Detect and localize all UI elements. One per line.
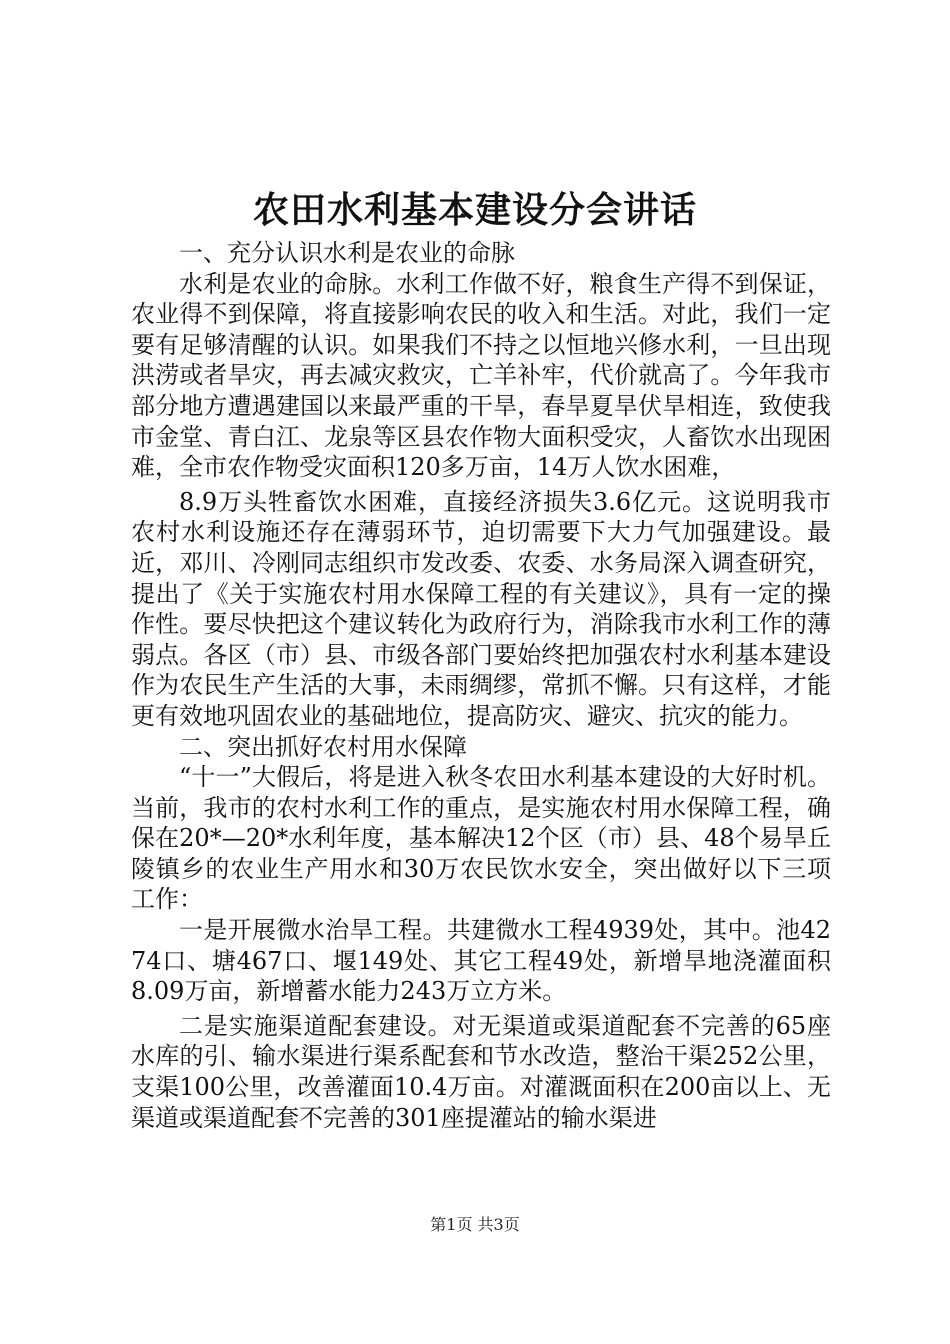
section-heading-2: 二、突出抓好农村用水保障 bbox=[179, 732, 467, 761]
paragraph: 水利是农业的命脉。水利工作做不好，粮食生产得不到保证，农业得不到保障，将直接影响农民的收入和生活。对此，我们一定要有足够清醒的认识。如果我们不持之以恒地兴修水利，一旦出现洪涝或者旱灾，再去减灾救灾，亡羊补牢，代价就高了。今年我市部分地方遭遇建国以来最严重的干旱，春旱夏旱伏旱相连，致使我市金堂、青白江、龙泉等区县农作物大面积受灾，人畜饮水出现困难，全市农作物受灾面积120多万亩，14万人饮水困难， bbox=[131, 269, 831, 482]
page-number: 第1页 共3页 bbox=[430, 1215, 520, 1234]
document-body bbox=[131, 238, 831, 1133]
paragraph: “十一”大假后，将是进入秋冬农田水利基本建设的大好时机。当前，我市的农村水利工作的重点，是实施农村用水保障工程，确保在20*—20*水利年度，基本解决12个区（市）县、48个易旱丘陵镇乡的农业生产用水和30万农民饮水安全，突出做好以下三项工作： bbox=[131, 763, 831, 914]
document-title: 农田水利基本建设分会讲话 bbox=[252, 189, 697, 231]
paragraph: 一是开展微水治旱工程。共建微水工程4939处，其中。池4274口、塘467口、堰149处、其它工程49处，新增旱地浇灌面积8.09万亩，新增蓄水能力243万立方米。 bbox=[131, 916, 831, 1006]
section-heading-1: 一、充分认识水利是农业的命脉 bbox=[179, 239, 515, 267]
paragraph: 8.9万头牲畜饮水困难，直接经济损失3.6亿元。这说明我市农村水利设施还存在薄弱环节，迫切需要下大力气加强建设。最近，邓川、冷刚同志组织市发改委、农委、水务局深入调查研究，提出了《关于实施农村用水保障工程的有关建议》，具有一定的操作性。要尽快把这个建议转化为政府行为，消除我市水利工作的薄弱点。各区（市）县、市级各部门要始终把加强农村水利基本建设作为农民生产生活的大事，未雨绸缪，常抓不懈。只有这样，才能更有效地巩固农业的基础地位，提高防灾、避灾、抗灾的能力。 bbox=[131, 487, 831, 730]
paragraph: 二是实施渠道配套建设。对无渠道或渠道配套不完善的65座水库的引、输水渠进行渠系配套和节水改造，整治干渠252公里，支渠100公里，改善灌面10.4万亩。对灌溉面积在200亩以上、无渠道或渠道配套不完善的301座提灌站的输水渠进 bbox=[131, 1011, 831, 1132]
